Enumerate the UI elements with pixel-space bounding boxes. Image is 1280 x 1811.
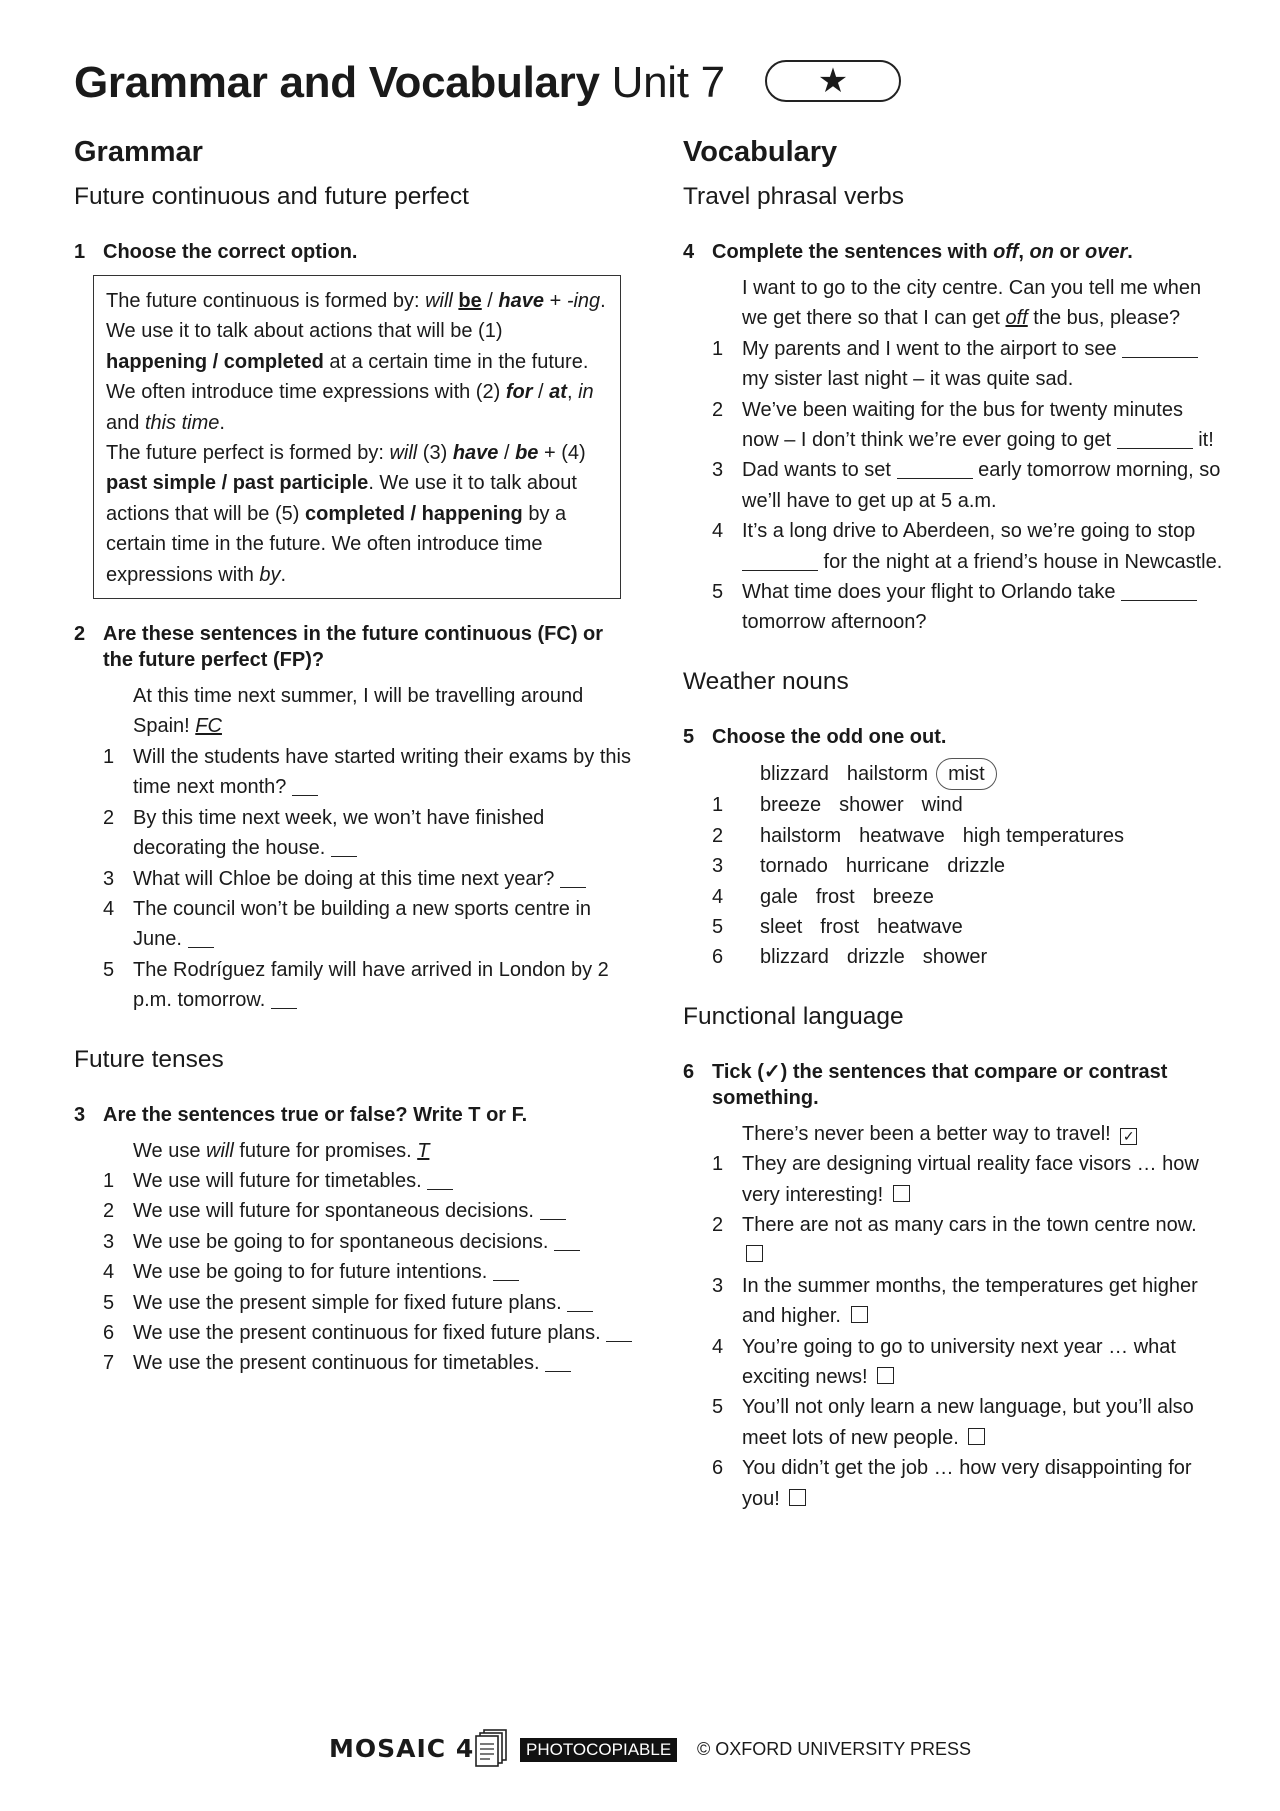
exercise-5-items [683,758,1223,973]
list-item: 6 blizzard drizzle shower [712,946,988,969]
photocopy-icon [474,1728,510,1768]
vocabulary-subheading-3: Functional language [683,1002,904,1030]
list-item: 3 What will Chloe be doing at this time next year? [74,864,634,894]
star-icon: ★ [817,62,849,100]
list-item: 5 We use the present simple for fixed future plans. [74,1288,634,1318]
list-item: 2 We use will future for spontaneous decisions. [74,1196,634,1226]
exercise-3-heading: 3 Are the sentences true or false? Write T or F. [74,1103,528,1126]
list-item: 3 tornado hurricane drizzle [712,855,1006,878]
answer-blank[interactable] [271,988,297,1009]
answer-blank[interactable] [540,1199,566,1220]
vocabulary-subheading-2: Weather nouns [683,667,849,695]
exercise-6-items [683,1119,1223,1514]
checkbox[interactable] [893,1185,910,1202]
star-level-badge [765,60,901,102]
checkbox[interactable] [851,1306,868,1323]
exercise-2-example: At this time next summer, I will be travelling around Spain! FC [133,685,584,738]
checkbox[interactable] [746,1245,763,1262]
grammar-rule-box: The future continuous is formed by: will be / have + -ing. We use it to talk about actions that will be (1) happening / completed at a certain time in the future. We often introduce time expressions with (2) for / at, in and this time. The future perfect is formed by: will (3) have / be + (4) past simple / past participle. We use it to talk about actions that will be (5) completed / happening by a certain time in the future. We often introduce time expressions with by. [93,275,621,599]
list-item: 4 gale frost breeze [712,885,934,908]
exercise-6-heading: 6 Tick (✓) the sentences that compare or contrast something. [683,1060,1168,1109]
list-item: 1 Will the students have started writing their exams by this time next month? [103,745,631,799]
list-item: 6 You didn’t get the job … how very disappointing for you! [712,1457,1192,1510]
grammar-column [74,136,634,1379]
page-title [74,58,725,108]
list-item: 5 sleet frost heatwave [712,915,963,938]
list-item: 5 You’ll not only learn a new language, but you’ll also meet lots of new people. [712,1396,1194,1449]
list-item: 2 hailstorm heatwave high temperatures [712,824,1124,847]
list-item: 6 We use the present continuous for fixed future plans. [74,1318,634,1348]
checkbox[interactable] [968,1428,985,1445]
checked-box-icon: ✓ [1120,1128,1137,1145]
list-item: 4 The council won’t be building a new sports centre in June. [103,897,592,951]
circled-answer: mist [936,758,997,790]
list-item: 2 There are not as many cars in the town centre now. [683,1210,1223,1271]
exercise-5-heading: 5 Choose the odd one out. [683,725,947,748]
answer-blank[interactable] [493,1260,519,1281]
list-item: 1 They are designing virtual reality face visors … how very interesting! [712,1153,1199,1206]
list-item: 2 By this time next week, we won’t have finished decorating the house. [103,806,545,860]
exercise-4-heading: 4 Complete the sentences with off, on or over. [683,241,1133,263]
exercise-4-items [683,273,1223,638]
grammar-heading: Grammar [74,136,203,168]
checkbox[interactable] [877,1367,894,1384]
answer-blank[interactable] [188,927,214,948]
tick-icon: ✓ [763,1060,781,1083]
list-item: 4 It’s a long drive to Aberdeen, so we’re going to stop for the night at a friend’s house in Newcastle. [712,520,1223,573]
answer-blank[interactable] [1117,428,1193,449]
list-item: 1 We use will future for timetables. [74,1166,634,1196]
title-bold: Grammar and Vocabulary [74,58,600,107]
answer-blank[interactable] [606,1321,632,1342]
list-item: 2 We’ve been waiting for the bus for twenty minutes now – I don’t think we’re ever going to get it! [712,398,1214,452]
title-unit: Unit 7 [611,58,725,107]
page-footer [0,1734,1280,1774]
grammar-subheading-2: Future tenses [74,1045,224,1073]
exercise-2-heading: 2 Are these sentences in the future continuous (FC) or the future perfect (FP)? [74,623,604,672]
answer-blank[interactable] [1122,337,1198,358]
answer-blank[interactable] [292,775,318,796]
answer-blank[interactable] [560,867,586,888]
answer-blank[interactable] [742,550,818,571]
exercise-4-example: I want to go to the city centre. Can you tell me when we get there so that I can get off the bus, please? [742,277,1202,330]
answer-blank[interactable] [1121,580,1197,601]
list-item: 3 Dad wants to set early tomorrow morning, so we’ll have to get up at 5 a.m. [712,459,1221,512]
vocabulary-column [683,136,1223,1514]
brand-logo: MOSAIC 4 [329,1734,475,1763]
exercise-6-example: There’s never been a better way to travel! ✓ [683,1119,1223,1149]
answer-blank[interactable] [554,1230,580,1251]
exercise-1-heading: 1 Choose the correct option. [74,241,358,263]
exercise-2-items [74,681,634,1015]
list-item: 4 We use be going to for future intentions. [74,1257,634,1287]
checkbox[interactable] [789,1489,806,1506]
answer-blank[interactable] [567,1291,593,1312]
list-item: 3 In the summer months, the temperatures get higher and higher. [712,1274,1198,1328]
list-item: 1 breeze shower wind [712,794,963,817]
vocabulary-subheading-1: Travel phrasal verbs [683,183,905,210]
list-item: 1 My parents and I went to the airport to see my sister last night – it was quite sad. [683,334,1223,395]
publisher-label: © OXFORD UNIVERSITY PRESS [697,1739,971,1759]
photocopiable-label: PHOTOCOPIABLE [520,1738,677,1762]
list-item: 5 What time does your flight to Orlando take tomorrow afternoon? [683,577,1223,638]
vocabulary-heading: Vocabulary [683,136,838,168]
answer-blank[interactable] [427,1169,453,1190]
answer-blank[interactable] [897,458,973,479]
exercise-3-example: We use will future for promises. T [133,1139,430,1162]
exercise-5-example: blizzard hailstorm mist [683,758,1223,790]
answer-blank[interactable] [545,1351,571,1372]
list-item: 4 You’re going to go to university next year … what exciting news! [712,1335,1176,1388]
answer-blank[interactable] [331,836,357,857]
list-item: 7 We use the present continuous for timetables. [74,1348,634,1378]
exercise-3-items [74,1136,634,1379]
list-item: 5 The Rodríguez family will have arrived in London by 2 p.m. tomorrow. [103,958,609,1012]
list-item: 3 We use be going to for spontaneous decisions. [74,1227,634,1257]
grammar-subheading-1: Future continuous and future perfect [74,183,469,210]
